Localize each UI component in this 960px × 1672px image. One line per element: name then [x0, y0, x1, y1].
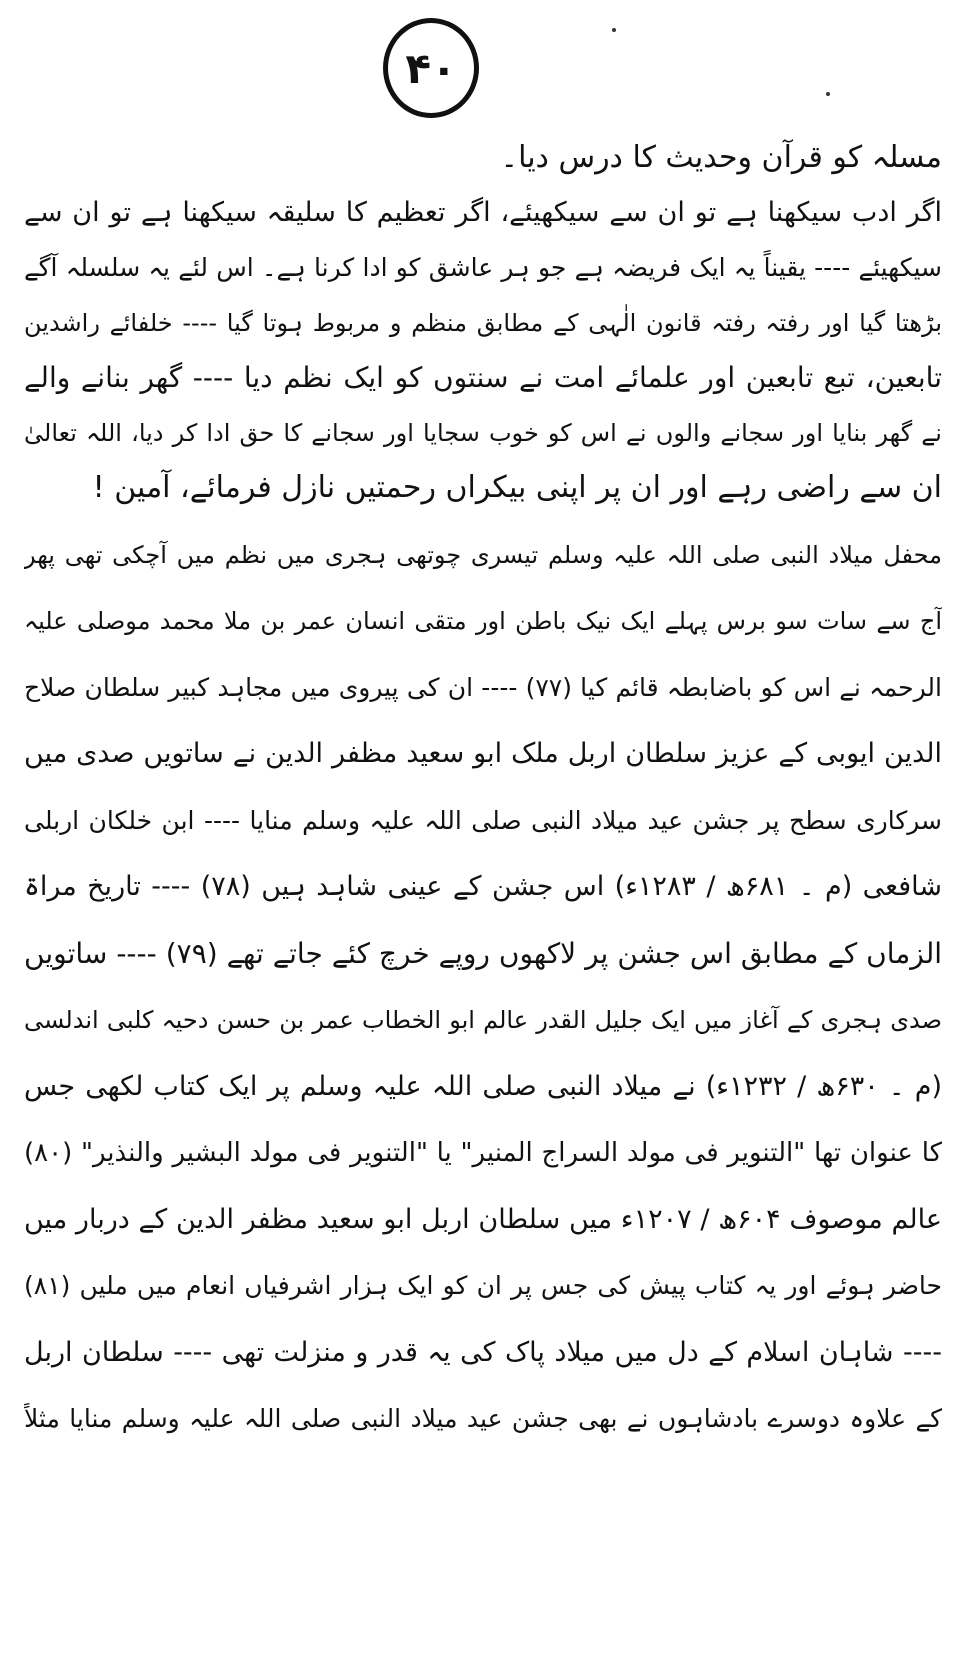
- text-line: شافعی (م ۔ ۶۸۱ھ / ۱۲۸۳ء) اس جشن کے عینی شاہد ہیں (۷۸) ---- تاریخ مراۃ: [24, 871, 942, 902]
- text-line: نے گھر بنایا اور سجانے والوں نے اس کو خوب سجایا اور سجانے کا حق ادا کر دیا، اللہ تعالیٰ: [24, 419, 942, 447]
- text-line: ---- شاہان اسلام کے دل میں میلاد پاک کی یہ قدر و منزلت تھی ---- سلطان اربل: [24, 1337, 942, 1368]
- text-line: الدین ایوبی کے عزیز سلطان اربل ملک ابو سعید مظفر الدین نے ساتویں صدی میں: [24, 738, 942, 769]
- body-text: [24, 132, 942, 1662]
- text-line: بڑھتا گیا اور رفتہ رفتہ قانون الٰہی کے مطابق منظم و مربوط ہوتا گیا ---- خلفائے راشدین: [24, 309, 942, 337]
- text-line: کے علاوہ دوسرے بادشاہوں نے بھی جشن عید میلاد النبی صلی اللہ علیہ وسلم منایا مثلاً: [24, 1404, 942, 1433]
- scan-speck: [612, 28, 616, 32]
- text-line: آج سے سات سو برس پہلے ایک نیک باطن اور متقی انسان عمر بن ملا محمد موصلی علیہ: [24, 607, 942, 635]
- text-line: اگر ادب سیکھنا ہے تو ان سے سیکھیئے، اگر تعظیم کا سلیقہ سیکھنا ہے تو ان سے: [24, 197, 942, 228]
- text-line: کا عنوان تھا "التنویر فی مولد السراج المنیر" یا "التنویر فی مولد البشیر والنذیر" (۸۰): [24, 1138, 942, 1168]
- text-line: الرحمہ نے اس کو باضابطہ قائم کیا (۷۷) ---- ان کی پیروی میں مجاہد کبیر سلطان صلاح: [24, 673, 942, 702]
- text-line: صدی ہجری کے آغاز میں ایک جلیل القدر عالم ابو الخطاب عمر بن حسن دحیہ کلبی اندلسی: [24, 1006, 942, 1034]
- text-line: الزماں کے مطابق اس جشن پر لاکھوں روپے خرچ کئے جاتے تھے (۷۹) ---- ساتویں: [24, 937, 942, 970]
- text-line: (م ۔ ۶۳۰ھ / ۱۲۳۲ء) نے میلاد النبی صلی اللہ علیہ وسلم پر ایک کتاب لکھی جس: [24, 1071, 942, 1102]
- text-line: مسلہ کو قرآن وحدیث کا درس دیا۔: [500, 140, 942, 175]
- text-line: حاضر ہوئے اور یہ کتاب پیش کی جس پر ان کو ایک ہزار اشرفیاں انعام میں ملیں (۸۱): [24, 1271, 942, 1300]
- text-line: سیکھیئے ---- یقیناً یہ ایک فریضہ ہے جو ہر عاشق کو ادا کرنا ہے۔ اس لئے یہ سلسلہ آگے: [24, 253, 942, 282]
- text-line: تابعین، تبع تابعین اور علمائے امت نے سنتوں کو ایک نظم دیا ---- گھر بنانے والے: [24, 361, 942, 394]
- text-line: ان سے راضی رہے اور ان پر اپنی بیکراں رحمتیں نازل فرمائے، آمین !: [92, 470, 942, 505]
- text-line: عالم موصوف ۶۰۴ھ / ۱۲۰۷ء میں سلطان اربل ابو سعید مظفر الدین کے دربار میں: [24, 1204, 942, 1235]
- page-number: ۴۰: [383, 18, 479, 118]
- scan-speck: [826, 92, 830, 96]
- text-line: سرکاری سطح پر جشن عید میلاد النبی صلی اللہ علیہ وسلم منایا ---- ابن خلکان اربلی: [24, 806, 942, 835]
- text-line: محفل میلاد النبی صلی اللہ علیہ وسلم تیسری چوتھی ہجری میں نظم میں آچکی تھی پھر: [24, 541, 942, 569]
